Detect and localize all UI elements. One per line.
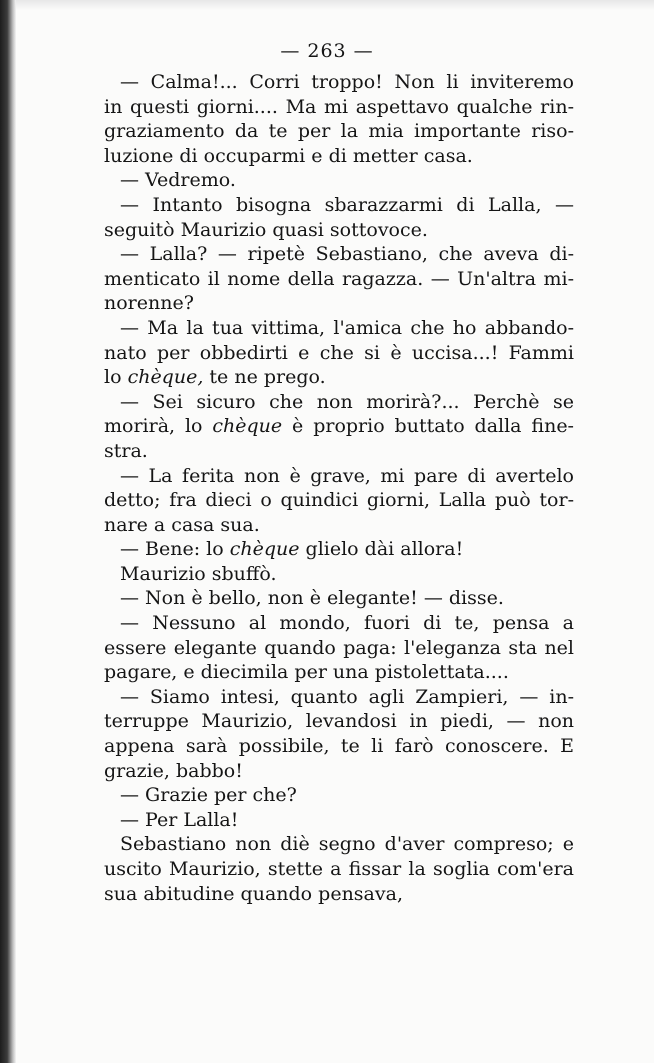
- text-segment: te ne prego.: [203, 366, 326, 389]
- text-line: in questi giorni.... Ma mi aspettavo qualche rin-: [104, 95, 574, 118]
- text-line: Maurizio sbuffò.: [120, 562, 277, 585]
- page-top-shade: [16, 0, 654, 10]
- text-line: — Ma la tua vittima, l'amica che ho abbando-: [120, 316, 574, 339]
- text-line: — Vedremo.: [120, 169, 236, 192]
- page-number: — 263 —: [280, 40, 374, 62]
- text-line: — Intanto bisogna sbarazzarmi di Lalla, —: [120, 193, 574, 216]
- text-line: menticato il nome della ragazza. — Un'altra mi-: [104, 267, 574, 290]
- text-line: — Siamo intesi, quanto agli Zampieri, — in-: [120, 685, 574, 708]
- text-line: — Grazie per che?: [120, 784, 297, 807]
- text-line: terruppe Maurizio, levandosi in piedi, — non: [104, 710, 574, 733]
- text-line: seguitò Maurizio quasi sottovoce.: [104, 218, 428, 241]
- text-segment: è proprio buttato dalla fine-: [282, 415, 574, 438]
- text-line: pagare, e diecimila per una pistolettata....: [104, 661, 509, 684]
- text-line: sua abitudine quando pensava,: [104, 882, 403, 905]
- text-segment: lo: [104, 366, 128, 389]
- italic-term: chèque: [229, 538, 300, 561]
- text-line: — Nessuno al mondo, fuori di te, pensa a: [120, 612, 574, 635]
- text-line: — Sei sicuro che non morirà?... Perchè se: [120, 390, 574, 413]
- page-binding-shadow: [0, 0, 16, 1063]
- text-line: — Non è bello, non è elegante! — disse.: [120, 587, 504, 610]
- text-line: — La ferita non è grave, mi pare di avertelo: [120, 464, 574, 487]
- text-line: norenne?: [104, 292, 194, 315]
- text-line: [104, 414, 574, 439]
- text-line: stra.: [104, 439, 148, 462]
- text-line: Sebastiano non diè segno d'aver compreso; e: [120, 833, 574, 856]
- text-line: nato per obbedirti e che si è uccisa...! Fammi: [104, 341, 574, 364]
- text-line: — Per Lalla!: [120, 808, 239, 831]
- body-text: [104, 70, 574, 906]
- text-line: grazie, babbo!: [104, 759, 243, 782]
- text-line: essere elegante quando paga: l'eleganza sta nel: [104, 636, 574, 659]
- text-line: detto; fra dieci o quindici giorni, Lalla può tor-: [104, 489, 574, 512]
- text-segment: morirà, lo: [104, 415, 213, 438]
- text-line: — Calma!... Corri troppo! Non li inviteremo: [120, 71, 574, 93]
- text-line: uscito Maurizio, stette a fissar la soglia com'era: [104, 858, 574, 880]
- text-line: — Lalla? — ripetè Sebastiano, che aveva di-: [120, 243, 574, 266]
- text-line: graziamento da te per la mia importante riso-: [104, 120, 574, 143]
- text-line: luzione di occuparmi e di metter casa.: [104, 144, 473, 167]
- text-segment: glielo dài allora!: [299, 538, 464, 561]
- text-line: [104, 365, 574, 390]
- italic-term: chèque: [212, 415, 283, 438]
- italic-term: chèque,: [127, 366, 204, 389]
- text-line: nare a casa sua.: [104, 513, 260, 536]
- text-segment: — Bene: lo: [120, 538, 230, 561]
- text-line: [104, 537, 574, 562]
- text-line: appena sarà possibile, te li farò conoscere. E: [104, 735, 574, 758]
